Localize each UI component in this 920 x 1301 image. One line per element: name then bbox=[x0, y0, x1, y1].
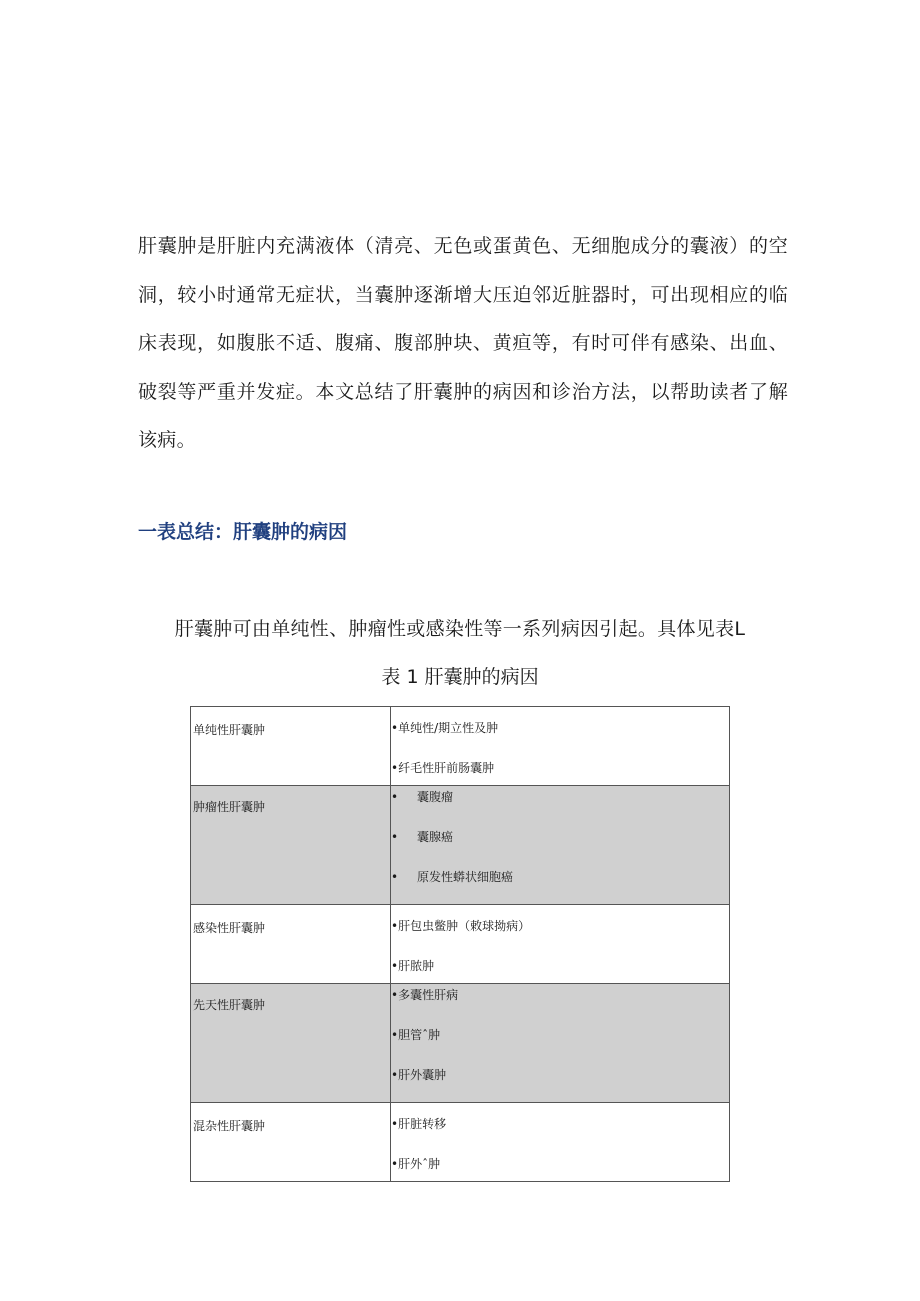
cause-item: •肝外囊肿 bbox=[391, 1068, 447, 1082]
category-cell: 单纯性肝囊肿 bbox=[191, 707, 391, 786]
table-row bbox=[191, 984, 730, 1103]
cause-item: •肝外ˆ肿 bbox=[391, 1157, 441, 1171]
causes-table bbox=[190, 706, 730, 1182]
bullet-icon: • bbox=[391, 830, 399, 844]
summary-sentence: 肝囊肿可由单纯性、肿瘤性或感染性等一系列病因引起。具体见表L bbox=[174, 618, 746, 640]
table-caption: 表 1 肝囊肿的病因 bbox=[381, 666, 539, 688]
category-cell: 混杂性肝囊肿 bbox=[191, 1103, 391, 1182]
category-cell: 肿瘤性肝囊肿 bbox=[191, 786, 391, 905]
cause-item: •多囊性肝病 bbox=[391, 988, 459, 1002]
items-cell bbox=[391, 786, 730, 905]
cause-item bbox=[391, 866, 729, 904]
items-cell bbox=[391, 984, 730, 1103]
cause-item: •肝包虫鳖肿（敕球拗病） bbox=[391, 919, 531, 933]
table-row bbox=[191, 905, 730, 984]
items-cell bbox=[391, 707, 730, 786]
cause-item-label: 原发性蟒状细胞癌 bbox=[417, 870, 514, 884]
table-row bbox=[191, 1103, 730, 1182]
cause-item: •纤毛性肝前肠囊肿 bbox=[391, 761, 495, 775]
cause-item: •肝脓肿 bbox=[391, 959, 435, 973]
items-cell bbox=[391, 905, 730, 984]
bullet-icon: • bbox=[391, 870, 399, 884]
category-cell: 先天性肝囊肿 bbox=[191, 984, 391, 1103]
cause-item-label: 囊腺癌 bbox=[417, 830, 454, 844]
table-row bbox=[191, 707, 730, 786]
table-row bbox=[191, 786, 730, 905]
category-cell: 感染性肝囊肿 bbox=[191, 905, 391, 984]
section-heading: 一表总结：肝囊肿的病因 bbox=[138, 521, 348, 543]
cause-item bbox=[391, 786, 729, 826]
items-cell bbox=[391, 1103, 730, 1182]
cause-item bbox=[391, 826, 729, 866]
intro-paragraph: 肝囊肿是肝脏内充满液体（清亮、无色或蛋黄色、无细胞成分的囊液）的空洞，较小时通常无症状，当囊肿逐渐增大压迫邻近脏器时，可出现相应的临床表现，如腹胀不适、腹痛、腹部肿块、黄疸等，有时可伴有感染、出血、破裂等严重并发症。本文总结了肝囊肿的病因和诊治方法，以帮助读者了解该病。 bbox=[138, 235, 788, 451]
bullet-icon: • bbox=[391, 790, 399, 804]
cause-item-label: 囊腹瘤 bbox=[417, 790, 454, 804]
cause-item: •肝脏转移 bbox=[391, 1117, 447, 1131]
cause-item: •单纯性/期立性及肿 bbox=[391, 721, 499, 735]
cause-item: •胆管ˆ肿 bbox=[391, 1028, 441, 1042]
